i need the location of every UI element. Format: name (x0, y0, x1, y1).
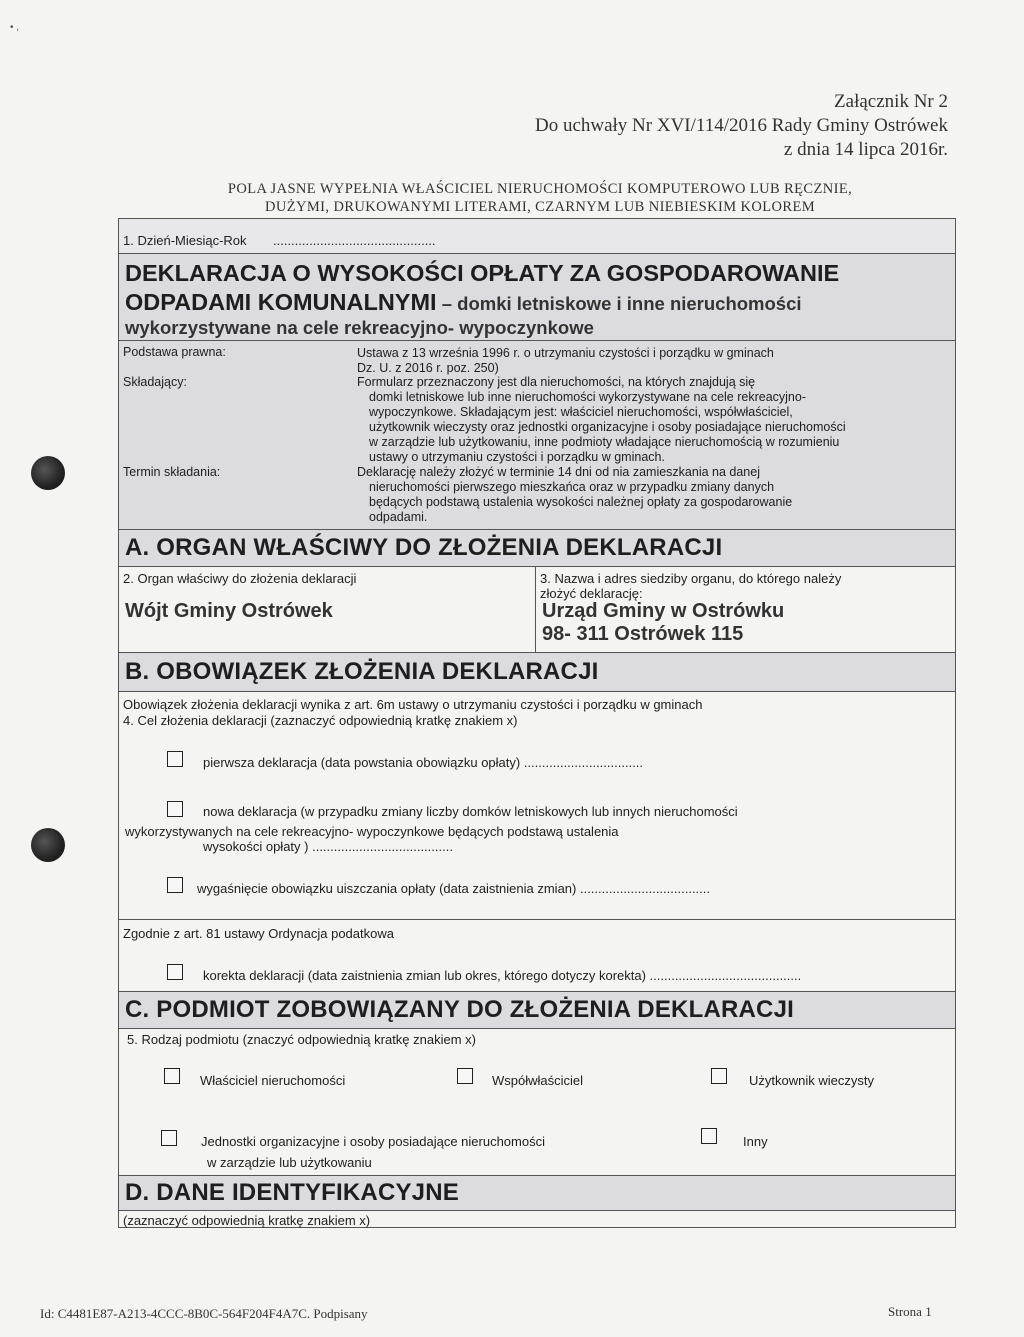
instruction-line-1: POLA JASNE WYPEŁNIA WŁAŚCICIEL NIERUCHOMOŚCI KOMPUTEROWO LUB RĘCZNIE, (227, 181, 853, 197)
deadline-label: Termin składania: (123, 465, 221, 479)
checkbox-new-declaration[interactable] (167, 801, 183, 817)
punch-hole-bottom (31, 828, 65, 862)
punch-hole-top (31, 456, 65, 490)
page-number: Strona 1 (888, 1304, 932, 1319)
section-d-header (119, 1176, 955, 1210)
title-line-2-sub: – domki letniskowe i inne nieruchomości (436, 293, 802, 314)
checkbox-organizational-units[interactable] (161, 1130, 177, 1146)
resolution-ref: Do uchwały Nr XVI/114/2016 Rady Gminy Ostrówek (534, 115, 948, 136)
filer-label: Składający: (123, 375, 187, 389)
obligation-expiry-label: wygaśnięcie obowiązku uiszczania opłaty (data zaistnienia zmian) .................................... (197, 881, 710, 896)
new-declaration-label-3: wysokości opłaty ) ....................................... (203, 839, 453, 854)
attachment-header (535, 90, 948, 162)
organ-label: 2. Organ właściwy do złożenia deklaracji (123, 571, 357, 586)
ordynacja-text: Zgodnie z art. 81 ustawy Ordynacja podatkowa (123, 926, 394, 941)
declaration-form (118, 218, 956, 1228)
section-c-title: C. PODMIOT ZOBOWIĄZANY DO ZŁOŻENIA DEKLARACJI (125, 996, 794, 1023)
checkbox-perpetual-user[interactable] (711, 1068, 727, 1084)
title-line-3: wykorzystywane na cele rekreacyjno- wypoczynkowe (125, 317, 594, 338)
section-b-title: B. OBOWIĄZEK ZŁOŻENIA DEKLARACJI (125, 658, 599, 685)
section-b-header (119, 653, 955, 691)
date-field-label: 1. Dzień-Miesiąc-Rok (123, 233, 247, 248)
deadline-text-2: nieruchomości pierwszego mieszkańca oraz w przypadku zmiany danych (369, 480, 775, 494)
correction-label: korekta deklaracji (data zaistnienia zmian lub okres, którego dotyczy korekta) .......................................... (203, 968, 802, 983)
date-field[interactable] (119, 219, 955, 253)
organ-field (119, 567, 535, 652)
identification-note: (zaznaczyć odpowiednią kratkę znakiem x) (123, 1213, 371, 1228)
filer-text-4: użytkownik wieczysty oraz jednostki organizacyjne i osoby posiadające nieruchomości (369, 420, 846, 434)
deadline-text-3: będących podstawą ustalenia wysokości należnej opłaty za gospodarowanie (369, 495, 793, 509)
section-d-title: D. DANE IDENTYFIKACYJNE (125, 1179, 459, 1206)
other-label: Inny (743, 1134, 768, 1149)
legal-info (119, 341, 955, 529)
filer-text-3: wypoczynkowe. Składającym jest: właściciel nieruchomości, współwłaściciel, (369, 405, 793, 419)
owner-label: Właściciel nieruchomości (200, 1073, 346, 1088)
organ-address-label-1: 3. Nazwa i adres siedziby organu, do którego należy (540, 571, 842, 586)
purpose-label: 4. Cel złożenia deklaracji (zaznaczyć odpowiednią kratkę znakiem x) (123, 713, 518, 728)
checkbox-first-declaration[interactable] (167, 751, 183, 767)
first-declaration-label: pierwsza deklaracja (data powstania obowiązku opłaty) ................................. (203, 755, 644, 770)
title-line-1: DEKLARACJA O WYSOKOŚCI OPŁATY ZA GOSPODAROWANIE (125, 260, 840, 286)
filer-text-6: ustawy o utrzymaniu czystości i porządku w gminach. (369, 450, 665, 464)
section-a-title: A. ORGAN WŁAŚCIWY DO ZŁOŻENIA DEKLARACJI (125, 534, 723, 561)
subject-type-label: 5. Rodzaj podmiotu (znaczyć odpowiednią kratkę znakiem x) (127, 1032, 477, 1047)
instruction-line-2: DUŻYMI, DRUKOWANYMI LITERAMI, CZARNYM LUB NIEBIESKIM KOLOREM (265, 199, 815, 215)
section-a-header (119, 530, 955, 566)
perpetual-user-label: Użytkownik wieczysty (749, 1073, 874, 1088)
organ-address-street: 98- 311 Ostrówek 115 (542, 623, 744, 645)
filer-text-1: Formularz przeznaczony jest dla nieruchomości, na których znajdują się (357, 375, 756, 389)
checkbox-owner[interactable] (164, 1068, 180, 1084)
deadline-text-1: Deklarację należy złożyć w terminie 14 dni od nia zamieszkania na danej (357, 465, 760, 479)
attachment-number: Załącznik Nr 2 (834, 91, 948, 112)
date-field-dots: ............................................. (273, 233, 436, 248)
co-owner-label: Współwłaściciel (492, 1073, 584, 1088)
organ-address-name: Urząd Gminy w Ostrówku (542, 600, 785, 622)
title-line-2-main: ODPADAMI KOMUNALNYMI (125, 289, 437, 315)
filer-text-2: domki letniskowe lub inne nieruchomości wykorzystywane na cele rekreacyjno- (369, 390, 806, 404)
new-declaration-label-2: wykorzystywanych na cele rekreacyjno- wypoczynkowe będących podstawą ustalenia (125, 824, 619, 839)
declaration-title (119, 254, 955, 340)
checkbox-correction[interactable] (167, 964, 183, 980)
fill-instruction (100, 180, 980, 216)
checkbox-obligation-expiry[interactable] (167, 877, 183, 893)
organ-address-field (536, 567, 955, 652)
basis-text-2: Dz. U. z 2016 r. poz. 250) (357, 361, 499, 375)
organizational-units-label-1: Jednostki organizacyjne i osoby posiadające nieruchomości (201, 1134, 545, 1149)
filer-text-5: w zarządzie lub użytkowaniu, inne podmioty władające nieruchomością w rozumieniu (369, 435, 840, 449)
section-c-header (119, 992, 955, 1028)
organizational-units-label-2: w zarządzie lub użytkowaniu (207, 1155, 372, 1170)
deadline-text-4: odpadami. (369, 510, 428, 524)
basis-text-1: Ustawa z 13 września 1996 r. o utrzymaniu czystości i porządku w gminach (357, 346, 774, 360)
checkbox-co-owner[interactable] (457, 1068, 473, 1084)
duty-text: Obowiązek złożenia deklaracji wynika z art. 6m ustawy o utrzymaniu czystości i porządku w gminach (123, 697, 703, 712)
new-declaration-label-1: nowa deklaracja (w przypadku zmiany liczby domków letniskowych lub innych nieruchomości (203, 804, 738, 819)
checkbox-other[interactable] (701, 1128, 717, 1144)
scan-mark: • , (10, 22, 20, 33)
basis-label: Podstawa prawna: (123, 345, 226, 359)
organ-value: Wójt Gminy Ostrówek (125, 600, 333, 622)
organ-address-label-2: złożyć deklarację: (540, 586, 643, 601)
resolution-date: z dnia 14 lipca 2016r. (783, 139, 948, 160)
document-id: Id: C4481E87-A213-4CCC-8B0C-564F204F4A7C. Podpisany (40, 1306, 368, 1321)
